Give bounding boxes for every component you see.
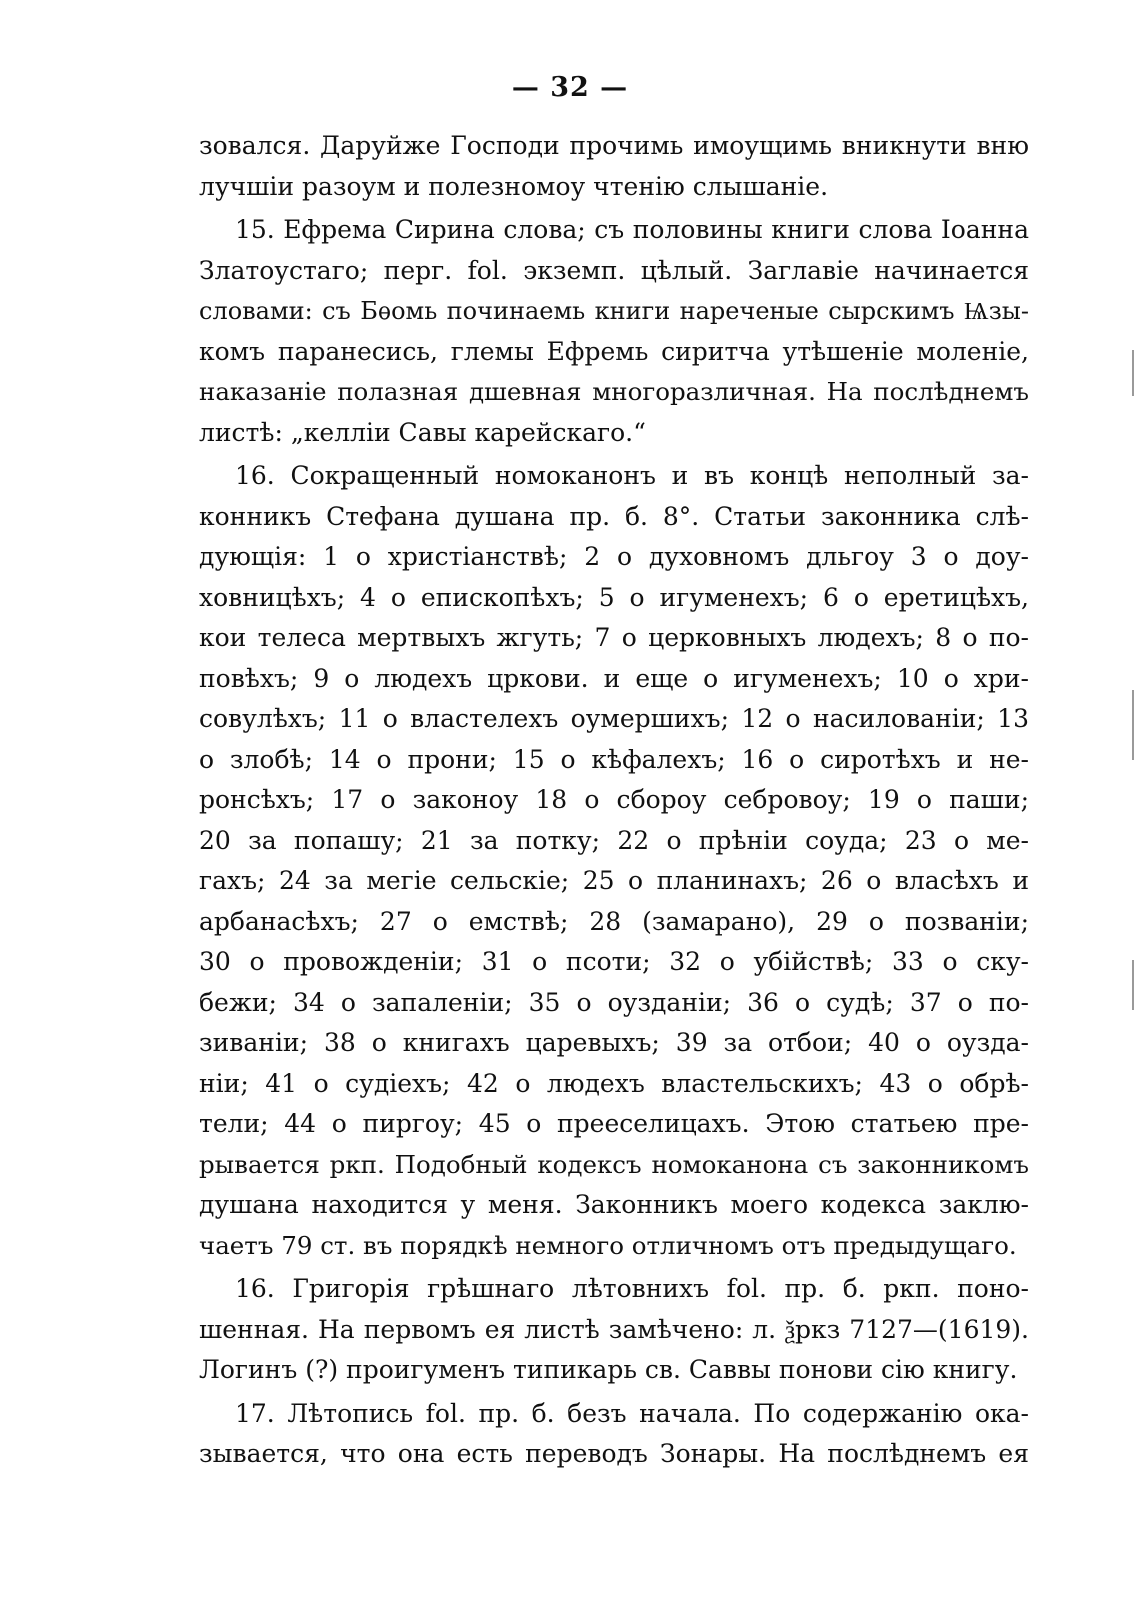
text-line: листѣ: „келліи Савы карейскаго.“ — [199, 417, 646, 447]
text-line: повѣхъ; 9 о людехъ цркови. и еще о игуменехъ; 10 о хри- — [199, 663, 1029, 693]
scan-edge-mark — [1132, 690, 1134, 760]
text-line: дующія: 1 о христіанствѣ; 2 о духовномъ дльгоу 3 о доу- — [199, 542, 1029, 571]
text-line: Логинъ (?) проигуменъ типикарь св. Саввы понови сію книгу. — [199, 1355, 1018, 1384]
text-line: Златоустаго; перг. fol. экземп. цѣлый. Заглавіе начинается — [199, 255, 1029, 285]
text-line: шенная. На первомъ ея листѣ замѣчено: л. ѯркз 7127—(1619). — [199, 1314, 1029, 1344]
body-text — [199, 126, 1029, 1475]
text-line: комъ паранесись, глемы Ефремь сиритча утѣшеніе моленіе, — [199, 336, 1029, 366]
text-line: конникъ Стефана душана пр. б. 8°. Статьи законника слѣ- — [199, 501, 1029, 531]
text-line: словами: съ Бѳомь починаемь книги нареченые сырскимъ Ѩзы- — [199, 297, 1029, 325]
text-line: душана находится у меня. Законникъ моего кодекса заклю- — [199, 1190, 1029, 1219]
text-line: совулѣхъ; 11 о властелехъ оумершихъ; 12 о насилованіи; 13 — [199, 704, 1029, 733]
text-line: 16. Григорія грѣшнаго лѣтовнихъ fol. пр. б. ркп. поно- — [235, 1274, 1029, 1303]
text-line: о злобѣ; 14 о прони; 15 о кѣфалехъ; 16 о сиротѣхъ и не- — [199, 744, 1029, 774]
text-line: бежи; 34 о запаленіи; 35 о оузданіи; 36 о судѣ; 37 о по- — [199, 987, 1029, 1017]
text-line: чаетъ 79 ст. въ порядкѣ немного отличномъ отъ предыдущаго. — [199, 1230, 1017, 1260]
text-line: 30 о провожденіи; 31 о псоти; 32 о убійствѣ; 33 о ску- — [199, 947, 1029, 976]
text-line: кои телеса мертвыхъ жгуть; 7 о церковныхъ людехъ; 8 о по- — [199, 623, 1029, 652]
text-line: ронсѣхъ; 17 о законоу 18 о сбороу себровоу; 19 о паши; — [199, 785, 1029, 814]
page-number: — 32 — — [511, 72, 629, 103]
text-line: ніи; 41 о судіехъ; 42 о людехъ властельскихъ; 43 о обрѣ- — [199, 1068, 1029, 1098]
text-line: лучшіи разоум и полезномоу чтенію слышаніе. — [199, 171, 829, 201]
text-line: зовался. Даруйже Господи прочимь имоущимь вникнути вню — [199, 131, 1029, 160]
text-line: рывается ркп. Подобный кодексъ номоканона съ законникомъ — [199, 1149, 1029, 1179]
text-line: тели; 44 о пиргоу; 45 о прееселицахъ. Этою статьею пре- — [199, 1109, 1029, 1138]
text-line: 16. Сокращенный номоканонъ и въ концѣ неполный за- — [235, 461, 1029, 490]
text-line: 15. Ефрема Сирина слова; съ половины книги слова Іоанна — [235, 215, 1029, 244]
text-line: зиваніи; 38 о книгахъ царевыхъ; 39 за отбои; 40 о оузда- — [199, 1028, 1029, 1057]
text-line: зывается, что она есть переводъ Зонары. На послѣднемъ ея — [199, 1439, 1029, 1468]
scan-edge-mark — [1132, 960, 1134, 1010]
scan-edge-mark — [1132, 350, 1134, 396]
text-line: наказаніе полазная дшевная многоразличная. На послѣднемъ — [199, 377, 1029, 406]
text-line: гахъ; 24 за мегіе сельскіе; 25 о планинахъ; 26 о власѣхъ и — [199, 866, 1029, 895]
text-line: 17. Лѣтопись fol. пр. б. безъ начала. По содержанію ока- — [235, 1398, 1029, 1428]
text-line: 20 за попашу; 21 за потку; 22 о прѣніи соуда; 23 о ме- — [199, 825, 1029, 855]
text-line: ховницѣхъ; 4 о епископѣхъ; 5 о игуменехъ; 6 о еретицѣхъ, — [199, 582, 1029, 612]
text-line: арбанасѣхъ; 27 о емствѣ; 28 (замарано), 29 о позваніи; — [199, 906, 1029, 936]
